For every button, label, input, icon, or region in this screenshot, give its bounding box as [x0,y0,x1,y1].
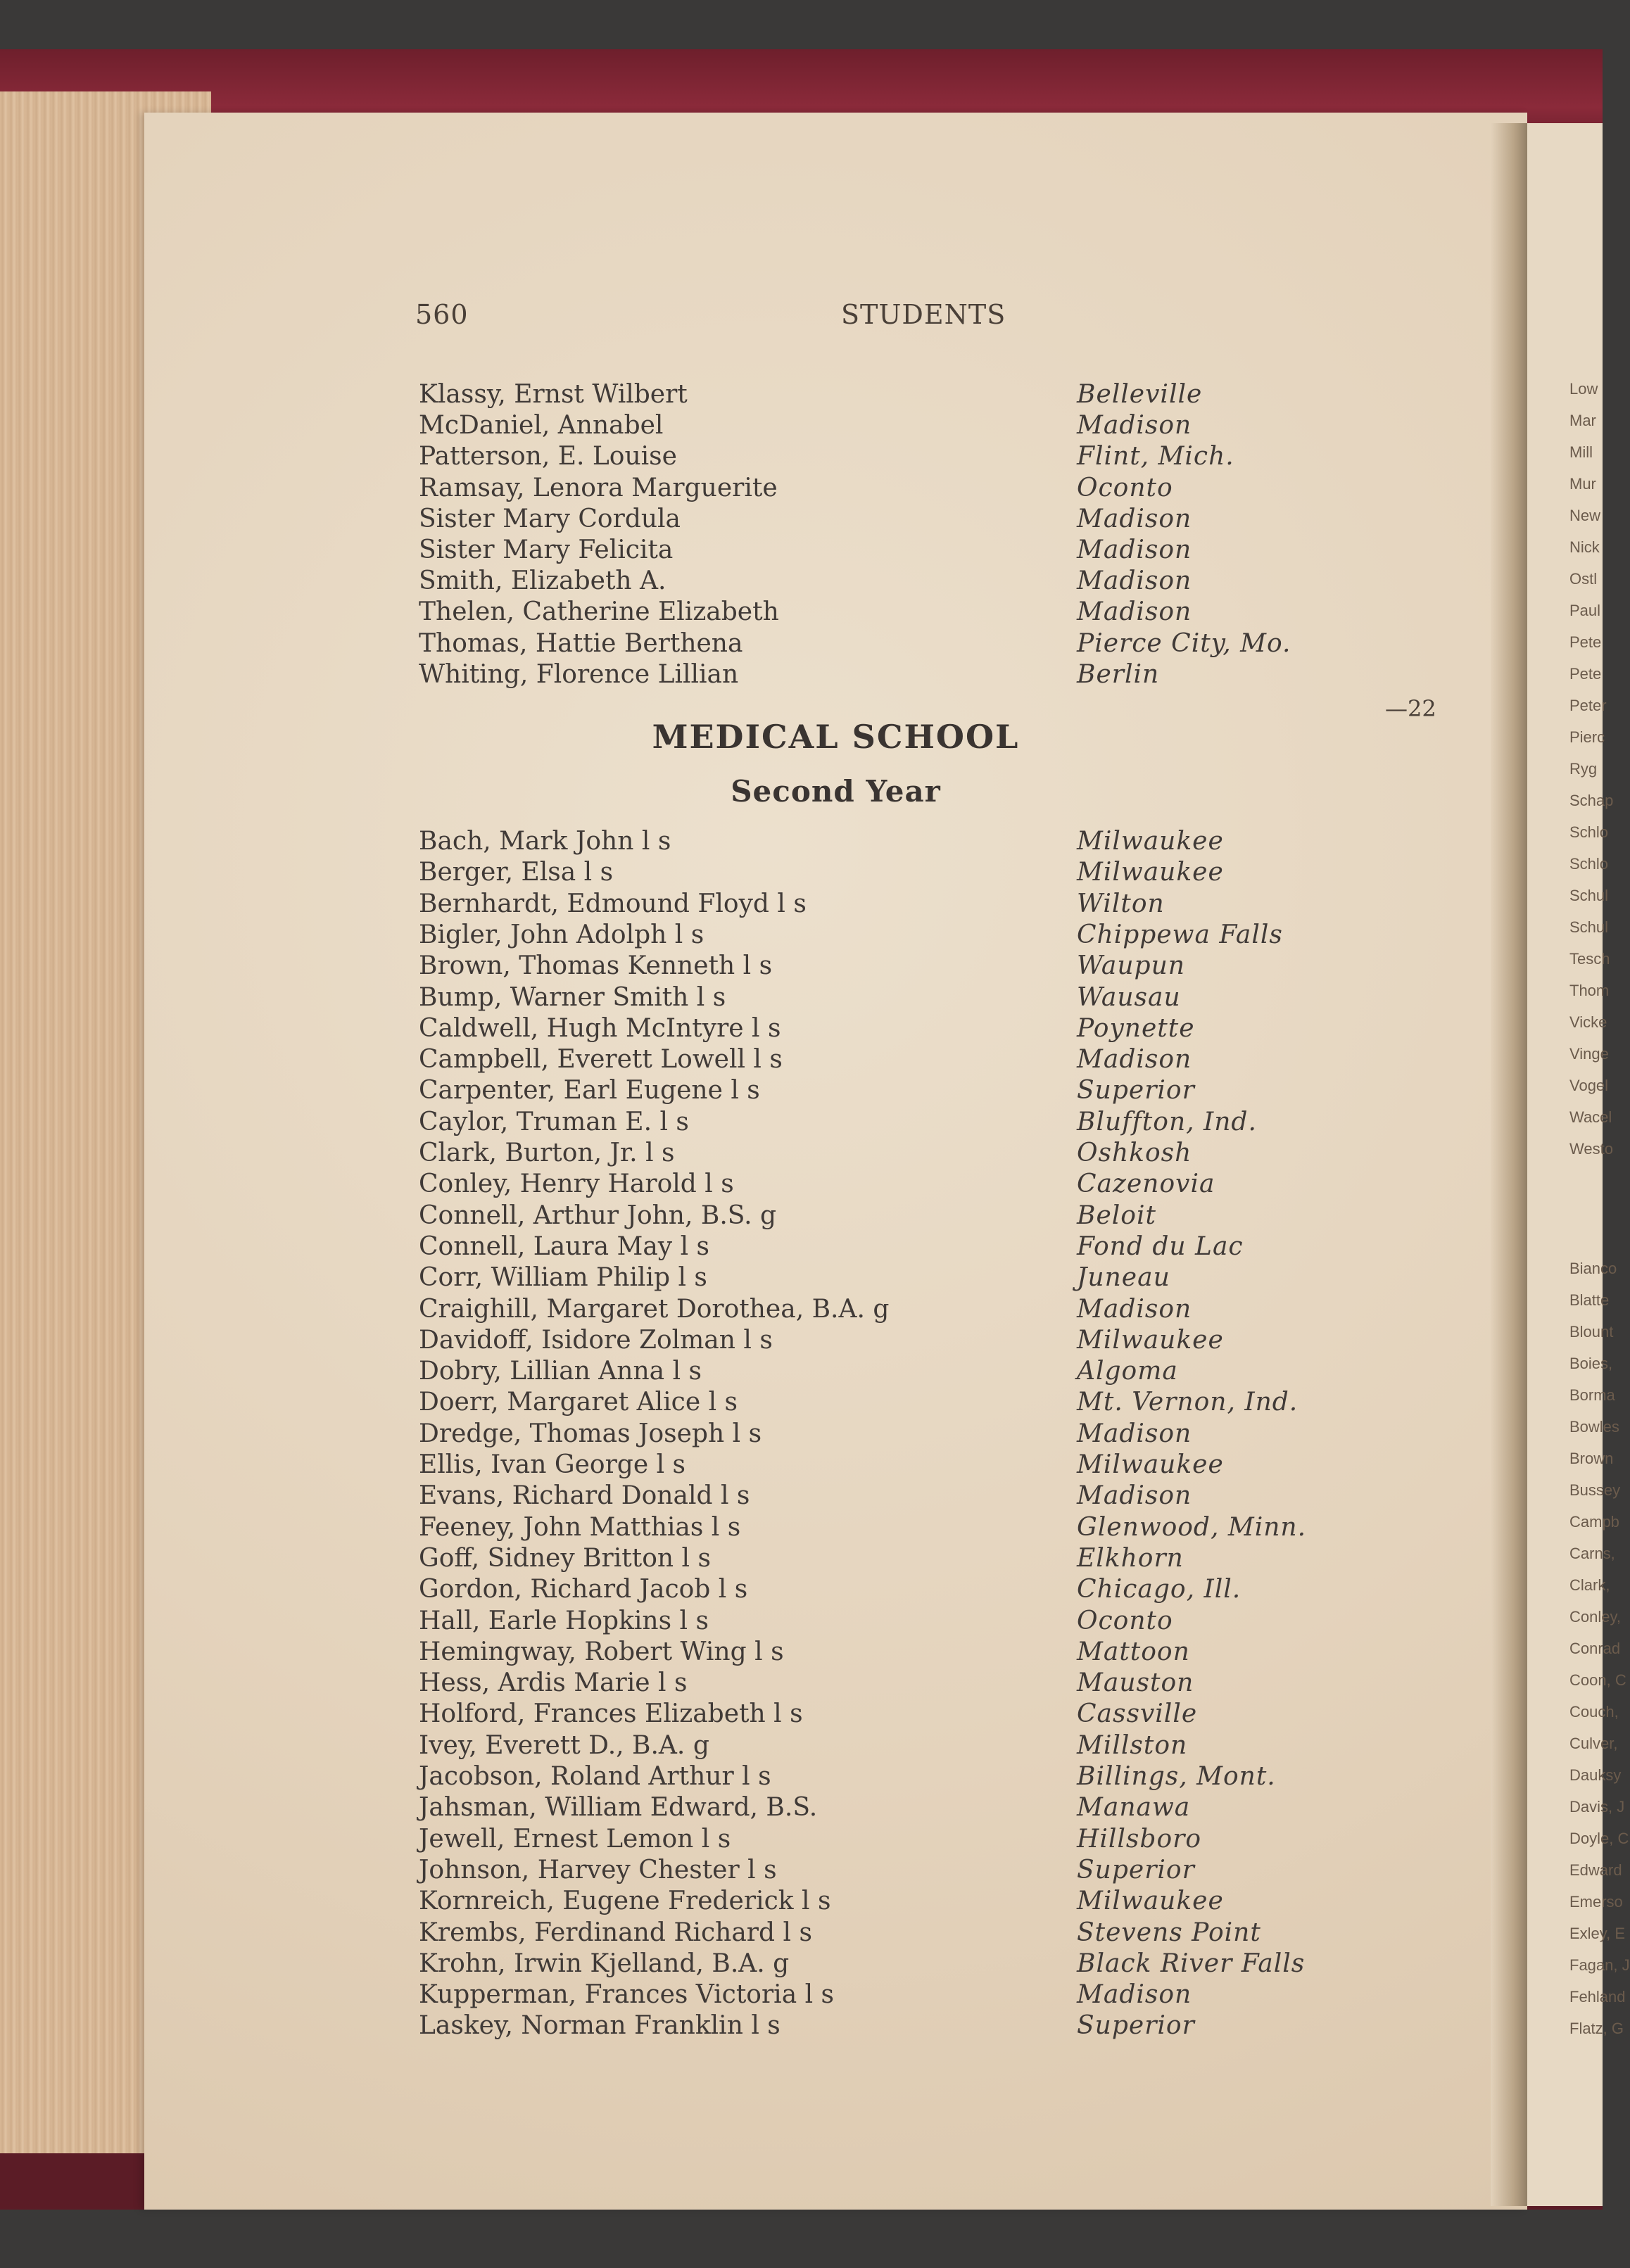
student-hometown: Madison [1077,504,1192,533]
list-item [419,1731,1334,1762]
facing-page-fragment: Fehland [1569,1988,1626,2006]
list-item [419,474,1334,505]
facing-page-fragment: Vogel [1569,1077,1609,1094]
facing-page-fragment: Borma [1569,1386,1615,1404]
facing-page-fragment: Westo [1569,1140,1613,1158]
student-name: Corr, William Philip l s [419,1263,707,1293]
student-hometown: Fond du Lac [1077,1231,1244,1261]
facing-page-fragment: Culver, [1569,1735,1618,1752]
facing-page-fragment: Vicke [1569,1013,1607,1031]
student-name: Hall, Earle Hopkins l s [419,1606,709,1635]
student-name: Goff, Sidney Britton l s [419,1543,711,1573]
list-item [419,660,1334,691]
student-name: Kupperman, Frances Victoria l s [419,1980,835,2010]
facing-page-fragment: Mill [1569,443,1593,461]
list-item [419,505,1334,536]
section-title: MEDICAL SCHOOL [652,718,1020,756]
student-name: Sister Mary Cordula [419,504,681,533]
student-hometown: Billings, Mont. [1077,1762,1276,1791]
facing-page-fragment: Fagan, J [1569,1956,1630,1974]
facing-page-fragment: Peter [1569,697,1607,714]
list-item [419,983,1334,1014]
list-item [419,1856,1334,1887]
student-name: Laskey, Norman Franklin l s [419,2011,781,2041]
list-item [419,411,1334,442]
student-name: Brown, Thomas Kenneth l s [419,951,773,981]
facing-page-fragment: Bowles [1569,1418,1619,1436]
facing-page-fragment: Conley, [1569,1608,1621,1626]
facing-page-fragment: Schul [1569,918,1609,936]
list-item [419,380,1334,411]
list-item [419,1949,1334,1980]
facing-page-fragment: Brown [1569,1450,1614,1467]
facing-page-fragment: Ostl [1569,570,1598,588]
facing-page-fragment: Pierc [1569,728,1605,746]
list-item [419,1699,1334,1730]
student-hometown: Mt. Vernon, Ind. [1077,1388,1299,1417]
student-hometown: Millston [1077,1730,1188,1760]
student-hometown: Berlin [1077,659,1160,689]
student-hometown: Waupun [1077,951,1185,981]
student-name: Doerr, Margaret Alice l s [419,1388,738,1417]
student-name: Carpenter, Earl Eugene l s [419,1076,760,1106]
student-hometown: Wilton [1077,889,1165,918]
student-name: Jahsman, William Edward, B.S. [419,1793,818,1823]
student-name: Whiting, Florence Lillian [419,659,739,689]
list-item [419,1201,1334,1232]
student-name: Dobry, Lillian Anna l s [419,1357,702,1386]
list-item [419,1825,1334,1856]
list-item [419,1295,1334,1326]
facing-page-fragment: New [1569,507,1601,524]
list-item [419,1918,1334,1949]
student-hometown: Juneau [1077,1263,1170,1293]
facing-page-fragment: Schlo [1569,823,1609,841]
student-hometown: Chicago, Ill. [1077,1575,1242,1604]
student-hometown: Madison [1077,1980,1192,2010]
student-name: Thomas, Hattie Berthena [419,628,743,658]
student-hometown: Madison [1077,1481,1192,1511]
student-hometown: Elkhorn [1077,1543,1184,1573]
facing-page-fragment: Thom [1569,982,1610,999]
list-item [419,1232,1334,1263]
facing-page-fragment: Emerso [1569,1893,1623,1911]
student-name: Hemingway, Robert Wing l s [419,1637,784,1666]
student-hometown: Madison [1077,1294,1192,1324]
facing-page-fragment: Blount [1569,1323,1614,1341]
facing-page-fragment: Conrad [1569,1640,1621,1657]
student-name: Bump, Warner Smith l s [419,982,726,1012]
list-item [419,536,1334,566]
student-hometown: Oshkosh [1077,1139,1192,1167]
student-hometown: Stevens Point [1077,1918,1261,1947]
list-item [419,1793,1334,1824]
facing-page-fragment: Davis, J [1569,1798,1625,1816]
student-name: Caldwell, Hugh McIntyre l s [419,1013,781,1043]
student-name: Connell, Arthur John, B.S. g [419,1200,777,1230]
list-item [419,1326,1334,1357]
list-item [419,1481,1334,1512]
list-item [419,858,1334,889]
student-name: Bigler, John Adolph l s [419,920,705,949]
list-item [419,827,1334,858]
student-name: Ellis, Ivan George l s [419,1450,686,1479]
facing-page-fragment: Pete [1569,665,1602,683]
facing-page-fragment: Blatte [1569,1291,1610,1309]
student-hometown: Cazenovia [1077,1170,1215,1199]
facing-page-fragment: Wacel [1569,1108,1612,1126]
student-hometown: Oconto [1077,1606,1173,1635]
student-hometown: Cassville [1077,1699,1198,1729]
student-hometown: Flint, Mich. [1077,442,1234,471]
list-item [419,1887,1334,1918]
student-hometown: Superior [1077,1076,1195,1106]
list-item [419,951,1334,982]
facing-page [1527,123,1630,2206]
student-name: Evans, Richard Donald l s [419,1481,750,1511]
student-name: McDaniel, Annabel [419,411,664,441]
student-hometown: Algoma [1077,1357,1178,1386]
student-hometown: Belleville [1077,380,1203,409]
list-item [419,1388,1334,1419]
facing-page-fragment: Tesch [1569,950,1610,968]
list-item [419,1980,1334,2011]
student-name: Bach, Mark John l s [419,827,671,856]
facing-page-fragment: Clark, [1569,1576,1610,1594]
student-name: Jacobson, Roland Arthur l s [419,1762,771,1791]
facing-page-fragment: Dauksy [1569,1766,1622,1784]
page-title: STUDENTS [841,299,1006,330]
list-item [419,442,1334,473]
student-hometown: Milwaukee [1077,858,1224,887]
student-name: Conley, Henry Harold l s [419,1170,734,1199]
student-name: Krohn, Irwin Kjelland, B.A. g [419,1949,790,1978]
student-hometown: Beloit [1077,1200,1156,1230]
list-item [419,1513,1334,1544]
student-name: Clark, Burton, Jr. l s [419,1139,675,1167]
facing-page-fragment: Pete [1569,633,1602,651]
facing-page-fragment: Mar [1569,412,1596,429]
list-item [419,1108,1334,1139]
student-hometown: Madison [1077,536,1192,564]
student-name: Connell, Laura May l s [419,1231,710,1261]
student-name: Gordon, Richard Jacob l s [419,1575,748,1604]
student-name: Thelen, Catherine Elizabeth [419,597,779,627]
student-name: Smith, Elizabeth A. [419,566,666,596]
student-name: Kornreich, Eugene Frederick l s [419,1887,831,1916]
student-hometown: Milwaukee [1077,1450,1224,1479]
facing-page-fragment: Edward [1569,1861,1622,1879]
list-item [419,1762,1334,1793]
facing-page-fragment: Low [1569,380,1598,398]
student-hometown: Manawa [1077,1793,1191,1823]
student-name: Patterson, E. Louise [419,442,677,471]
student-hometown: Madison [1077,1419,1192,1448]
page-number: 560 [415,299,469,330]
student-hometown: Glenwood, Minn. [1077,1512,1307,1542]
list-item [419,597,1334,628]
student-name: Craighill, Margaret Dorothea, B.A. g [419,1294,890,1324]
facing-page-fragment: Boies, [1569,1355,1613,1372]
student-name: Holford, Frances Elizabeth l s [419,1699,803,1729]
student-name: Bernhardt, Edmound Floyd l s [419,889,807,918]
facing-page-fragment: Paul [1569,602,1601,619]
facing-page-fragment: Campb [1569,1513,1619,1531]
list-item [419,1668,1334,1699]
list-item [419,1607,1334,1637]
list-item [419,566,1334,597]
section-subtitle: Second Year [731,774,941,809]
student-hometown: Milwaukee [1077,827,1224,856]
list-item [419,1450,1334,1481]
student-hometown: Bluffton, Ind. [1077,1107,1257,1136]
student-hometown: Madison [1077,411,1192,441]
list-item [419,1575,1334,1606]
student-name: Feeney, John Matthias l s [419,1512,741,1542]
facing-page-fragment: Vinge [1569,1045,1609,1063]
student-name: Davidoff, Isidore Zolman l s [419,1325,773,1355]
facing-page-fragment: Carns, [1569,1545,1615,1562]
student-name: Klassy, Ernst Wilbert [419,380,688,409]
student-hometown: Black River Falls [1077,1949,1306,1978]
student-hometown: Madison [1077,597,1192,627]
student-hometown: Chippewa Falls [1077,920,1283,949]
student-name: Caylor, Truman E. l s [419,1107,689,1136]
student-hometown: Mattoon [1077,1637,1190,1666]
facing-page-fragment: Coon, C [1569,1671,1626,1689]
facing-page-fragment: Mur [1569,475,1596,493]
student-name: Berger, Elsa l s [419,858,614,887]
student-hometown: Milwaukee [1077,1325,1224,1355]
student-hometown: Superior [1077,2011,1195,2041]
student-name: Ivey, Everett D., B.A. g [419,1730,709,1760]
student-name: Jewell, Ernest Lemon l s [419,1824,731,1854]
list-item [419,1045,1334,1076]
student-name: Johnson, Harvey Chester l s [419,1855,777,1884]
student-hometown: Wausau [1077,982,1181,1012]
student-hometown: Madison [1077,566,1192,596]
facing-page-fragment: Couch, [1569,1703,1619,1721]
facing-page-fragment: Ryg [1569,760,1598,778]
student-hometown: Hillsboro [1077,1824,1202,1854]
list-item [419,1544,1334,1575]
student-hometown: Oconto [1077,473,1173,502]
student-hometown: Milwaukee [1077,1887,1224,1916]
list-item [419,1637,1334,1668]
book-gutter [1491,123,1529,2206]
list-item [419,629,1334,660]
student-name: Krembs, Ferdinand Richard l s [419,1918,812,1947]
facing-page-fragment: Bussey [1569,1481,1621,1499]
list-item [419,1263,1334,1294]
student-name: Sister Mary Felicita [419,536,674,564]
facing-page-fragment: Nick [1569,538,1600,556]
facing-page-fragment: Flatz, G [1569,2020,1624,2037]
facing-page-fragment: Schul [1569,887,1609,904]
student-hometown: Superior [1077,1855,1195,1884]
list-item [419,1419,1334,1450]
list-item [419,2011,1334,2042]
facing-page-fragment: Schlo [1569,855,1609,873]
list-item [419,1076,1334,1107]
list-item [419,1357,1334,1388]
facing-page-fragment: Exley, E [1569,1925,1626,1942]
list-item [419,1014,1334,1045]
facing-page-fragment: Schap [1569,792,1614,809]
student-hometown: Poynette [1077,1013,1195,1043]
list-item [419,1170,1334,1200]
list-item [419,889,1334,920]
list-item [419,920,1334,951]
student-name: Ramsay, Lenora Marguerite [419,473,778,502]
count-marker: —22 [1385,695,1436,722]
list-item [419,1139,1334,1170]
student-hometown: Pierce City, Mo. [1077,628,1291,658]
student-name: Hess, Ardis Marie l s [419,1668,688,1698]
student-name: Campbell, Everett Lowell l s [419,1045,783,1075]
student-hometown: Madison [1077,1045,1192,1075]
student-hometown: Mauston [1077,1668,1194,1698]
student-name: Dredge, Thomas Joseph l s [419,1419,762,1448]
facing-page-fragment: Doyle, C [1569,1830,1629,1847]
facing-page-fragment: Bianco [1569,1260,1617,1277]
